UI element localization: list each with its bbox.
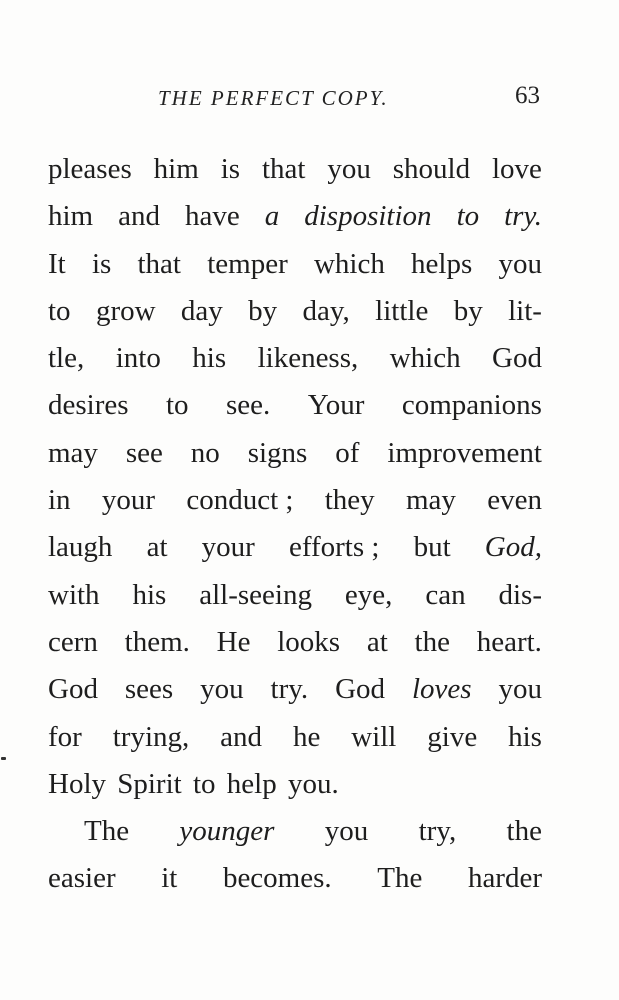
word: his — [508, 720, 542, 753]
word: he — [292, 720, 321, 753]
word: It — [48, 247, 66, 280]
word: desires — [48, 389, 129, 422]
italic-word: disposition — [304, 200, 432, 233]
word: his — [132, 578, 167, 611]
word: companions — [401, 389, 542, 422]
italic-word: to — [456, 200, 480, 233]
word: conduct ; — [186, 484, 294, 517]
word: should — [392, 153, 471, 185]
word: dis- — [498, 578, 542, 611]
word: looks — [277, 625, 341, 658]
word: no — [190, 436, 220, 469]
word: they — [324, 484, 375, 517]
word: lit- — [508, 294, 542, 327]
word: to — [48, 294, 71, 327]
word: easier — [48, 862, 116, 895]
word: try. — [270, 673, 309, 706]
word: you — [498, 247, 542, 280]
word: cern — [48, 625, 98, 658]
word: for — [48, 720, 82, 753]
word: even — [487, 484, 542, 517]
word: you — [498, 673, 542, 706]
text-line — [48, 714, 542, 761]
word: laugh — [48, 531, 113, 564]
word: pleases — [48, 153, 132, 185]
text-line — [48, 619, 542, 666]
word: is — [220, 153, 241, 185]
word: temper — [207, 247, 288, 280]
word: your — [201, 531, 255, 564]
word: you. — [287, 767, 339, 800]
word: The — [84, 815, 130, 848]
word: Your — [307, 389, 365, 422]
word: by — [248, 294, 278, 327]
italic-word: loves — [411, 673, 472, 706]
word: try, — [418, 815, 457, 848]
word: day, — [302, 294, 350, 327]
word: at — [146, 531, 168, 564]
running-title: THE PERFECT COPY. — [158, 86, 389, 110]
word: signs — [247, 436, 308, 469]
word: which — [313, 247, 385, 280]
word: you — [324, 815, 369, 848]
word: He — [216, 625, 251, 658]
word: tle, — [48, 342, 85, 375]
word: of — [335, 436, 360, 469]
running-header — [48, 82, 542, 116]
word: God — [335, 673, 386, 706]
word: that — [261, 153, 306, 185]
word: with — [48, 578, 100, 611]
word: which — [389, 342, 461, 375]
word: can — [425, 578, 466, 611]
word: give — [427, 720, 478, 753]
word: eye, — [344, 578, 393, 611]
text-line — [48, 524, 542, 571]
text-line — [48, 761, 542, 808]
word: to — [192, 767, 216, 800]
word: the — [414, 625, 450, 658]
word: see. — [225, 389, 271, 422]
text-line — [48, 666, 542, 713]
word: and — [220, 720, 263, 753]
word: and — [118, 200, 160, 233]
word: his — [192, 342, 227, 375]
word: your — [101, 484, 156, 517]
word: efforts ; — [288, 531, 380, 564]
word: them. — [124, 625, 190, 658]
text-line — [48, 855, 542, 902]
word: The — [377, 862, 423, 895]
word: have — [185, 200, 240, 233]
word: that — [137, 247, 181, 280]
text-line — [48, 477, 542, 524]
word: may — [405, 484, 456, 517]
word: him — [153, 153, 199, 185]
word: at — [366, 625, 388, 658]
word: into — [115, 342, 161, 375]
text-line — [48, 193, 542, 240]
italic-word: God, — [484, 531, 542, 564]
word: but — [413, 531, 451, 564]
text-line — [48, 572, 542, 619]
word: love — [492, 153, 542, 185]
word: becomes. — [222, 862, 332, 895]
page-number: 63 — [515, 82, 540, 109]
text-line — [48, 335, 542, 382]
word: day — [180, 294, 223, 327]
word: see — [125, 436, 163, 469]
word: may — [48, 436, 98, 469]
word: by — [453, 294, 483, 327]
word: to — [165, 389, 189, 422]
word: likeness, — [257, 342, 359, 375]
text-line — [48, 382, 542, 429]
word: you — [200, 673, 244, 706]
text-line — [48, 146, 542, 193]
body-text — [48, 146, 542, 903]
word: the — [506, 815, 542, 848]
word: all-seeing — [199, 578, 312, 611]
text-line — [48, 288, 542, 335]
word: trying, — [112, 720, 190, 753]
word: Spirit — [117, 767, 182, 800]
word: will — [351, 720, 397, 753]
text-line — [48, 430, 542, 477]
word: is — [91, 247, 112, 280]
word: helps — [411, 247, 473, 280]
text-line — [48, 808, 542, 855]
word: sees — [124, 673, 174, 706]
text-line — [48, 241, 542, 288]
word: help — [226, 767, 277, 800]
word: God — [492, 342, 542, 375]
word: it — [161, 862, 178, 895]
word: you — [327, 153, 371, 185]
word: him — [48, 200, 94, 233]
word: improvement — [387, 436, 542, 469]
word: grow — [95, 294, 156, 327]
word: little — [375, 294, 429, 327]
word: heart. — [476, 625, 542, 658]
word: in — [48, 484, 71, 517]
word: Holy — [48, 767, 106, 800]
italic-word: try. — [504, 200, 542, 233]
italic-word: younger — [179, 815, 275, 848]
print-speck — [1, 757, 6, 760]
word: harder — [467, 862, 542, 895]
italic-word: a — [264, 200, 280, 233]
word: God — [48, 673, 98, 706]
